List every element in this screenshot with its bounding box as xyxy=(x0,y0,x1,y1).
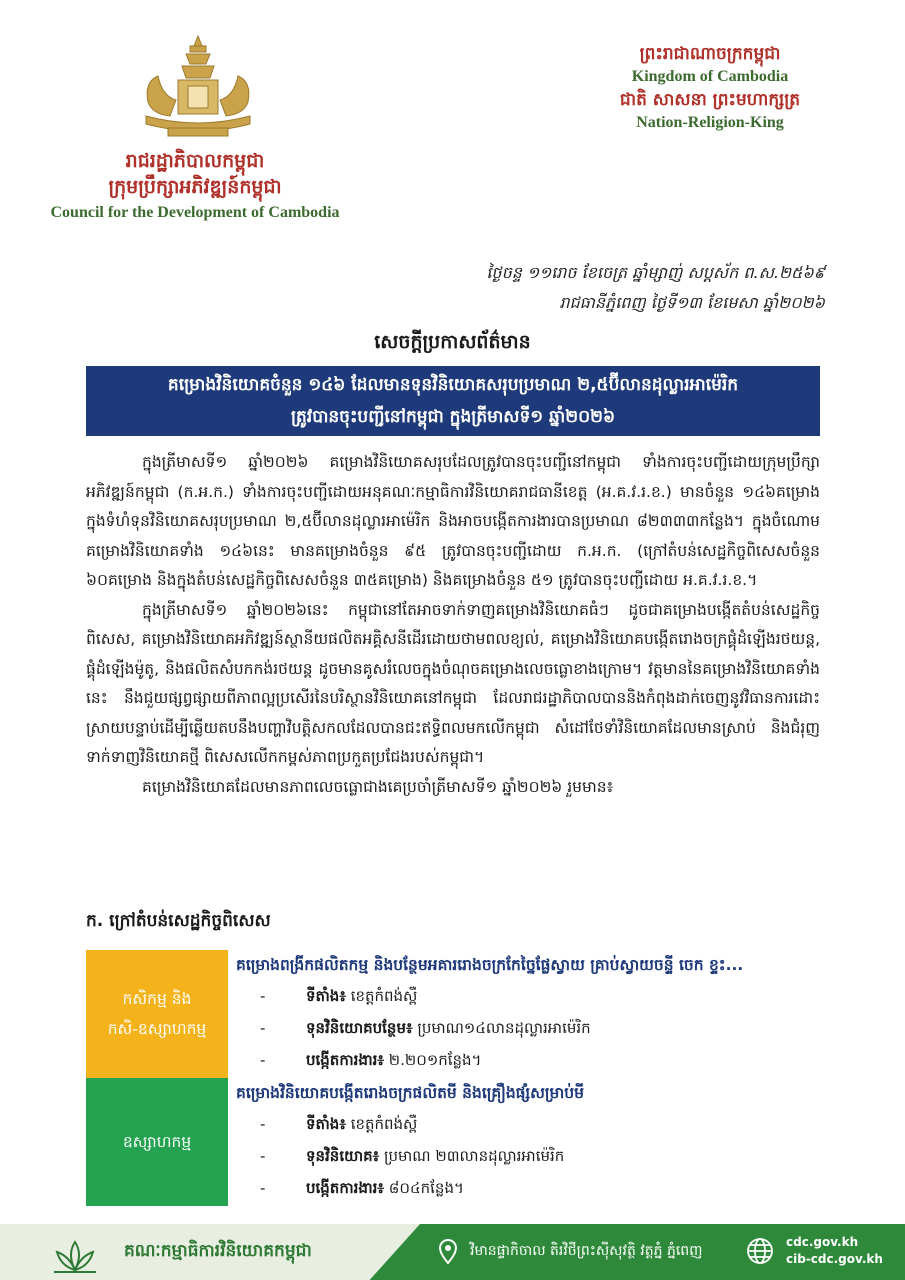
project-2 xyxy=(236,1078,826,1204)
council-header xyxy=(30,148,360,222)
solar-date: រាជធានីភ្នំពេញ ថ្ងៃទី១៣ ខែមេសា ឆ្នាំ២០២៦ xyxy=(559,293,825,312)
website-link[interactable]: cib-cdc.gov.kh xyxy=(786,1252,883,1266)
motto-en: Nation-Religion-King xyxy=(636,114,784,131)
council-name-en: Council for the Development of Cambodia xyxy=(50,204,340,221)
press-release-body xyxy=(86,448,820,802)
project-details xyxy=(236,1108,826,1204)
body-paragraph-1: ក្នុងត្រីមាសទី១ ឆ្នាំ២០២៦ គម្រោងវិនិយោគសរុបដែលត្រូវបានចុះបញ្ជីនៅកម្ពុជា ទាំងការចុះបញ្ជីដោយក្រុមប្រឹក្សាអភិវឌ្ឍន៍កម្ពុជា (ក.អ.ក.) ទាំងការចុះបញ្ជីដោយអនុគណៈកម្មាធិការវិនិយោគរាជធានីខេត្ត (អ.គ.វ.រ.ខ.) មានចំនួន ១៤៦គម្រោង ក្នុងទំហំទុនវិនិយោគសរុបប្រមាណ ២,៥ប៊ីលានដុល្លារអាម៉េរិក និងអាចបង្កើតការងារបានប្រមាណ ៨២៣៣៣កន្លែង។ ក្នុងចំណោមគម្រោងវិនិយោគទាំង ១៤៦នេះ មានគម្រោងចំនួន ៩៥ ត្រូវបានចុះបញ្ជីដោយ ក.អ.ក. (ក្រៅតំបន់សេដ្ឋកិច្ចពិសេសចំនួន ៦០គម្រោង និងក្នុងតំបន់សេដ្ឋកិច្ចពិសេសចំនួន ៣៥គម្រោង) និងគម្រោងចំនួន ៥១ ត្រូវបានចុះបញ្ជីដោយ អ.គ.វ.រ.ខ.។ xyxy=(86,453,820,589)
project-detail-investment: - ទុនវិនិយោគ៖ ប្រមាណ ២៣លានដុល្លារអាម៉េរិក xyxy=(260,1147,565,1165)
document-dates xyxy=(486,258,825,318)
project-details xyxy=(236,980,826,1076)
project-detail-jobs: - បង្កើតការងារ៖ ៨០៤កន្លែង។ xyxy=(260,1179,464,1197)
headline-line-2: ត្រូវបានចុះបញ្ជីនៅកម្ពុជា ក្នុងត្រីមាសទី១ ឆ្នាំ២០២៦ xyxy=(290,407,616,427)
website-link[interactable]: cdc.gov.kh xyxy=(786,1235,859,1249)
press-release-title: សេចក្តីប្រកាសព័ត៌មាន xyxy=(374,331,531,353)
project-detail-investment: - ទុនវិនិយោគបន្ថែម៖ ប្រមាណ១៤លានដុល្លារអាម៉េរិក xyxy=(260,1019,591,1037)
kingdom-name-en: Kingdom of Cambodia xyxy=(631,68,789,85)
body-paragraph-3: គម្រោងវិនិយោគដែលមានភាពលេចធ្លោជាងគេប្រចាំត្រីមាសទី១ ឆ្នាំ២០២៦ រួមមាន៖ xyxy=(142,777,614,796)
project-detail-location: - ទីតាំង៖ ខេត្តកំពង់ស្ពឺ xyxy=(260,987,418,1005)
project-title: គម្រោងវិនិយោគបង្កើតរោងចក្រផលិតមី និងគ្រឿងផ្សំសម្រាប់មី xyxy=(236,1084,584,1102)
kingdom-header xyxy=(590,42,830,134)
royal-emblem-logo xyxy=(128,32,268,144)
footer-websites xyxy=(786,1234,883,1268)
footer-bar xyxy=(0,1224,905,1280)
project-title: គម្រោងពង្រីកផលិតកម្ម និងបន្ថែមអគាររោងចក្រកែច្នៃផ្លែស្វាយ គ្រាប់ស្វាយចន្ទី ចេក ខ្ទះ... xyxy=(236,956,744,974)
body-paragraph-2: ក្នុងត្រីមាសទី១ ឆ្នាំ២០២៦នេះ កម្ពុជានៅតែអាចទាក់ទាញគម្រោងវិនិយោគធំៗ ដូចជាគម្រោងបង្កើតតំបន់សេដ្ឋកិច្ចពិសេស, គម្រោងវិនិយោគអភិវឌ្ឍន៍ស្ថានីយផលិតអគ្គិសនីដើរដោយថាមពលខ្យល់, គម្រោងវិនិយោគបង្កើតរោងចក្រផ្គុំដំឡើងរថយន្ត, ផ្គុំដំឡើងម៉ូតូ, និងផលិតសំបកកង់រថយន្ត ដូចមានគូសរំលេចក្នុងចំណុចគម្រោងលេចធ្លោខាងក្រោម។ វត្តមាននៃគម្រោងវិនិយោគទាំងនេះ នឹងជួយផ្សព្វផ្សាយពីភាពល្អប្រសើរនៃបរិស្ថានវិនិយោគនៅកម្ពុជា ដែលរាជរដ្ឋាភិបាលបាននិងកំពុងដាក់ចេញនូវវិធានការដោះស្រាយបន្ទាប់ដើម្បីឆ្លើយតបនឹងបញ្ហាវិបត្តិសកលដែលបានជះឥទ្ធិពលមកលើកម្ពុជា សំដៅថែទាំវិនិយោគដែលមានស្រាប់ និងជំរុញទាក់ទាញវិនិយោគថ្មី ពិសេសលើកកម្ពស់ភាពប្រកួតប្រជែងរបស់កម្ពុជា។ xyxy=(86,600,820,766)
motto-kh: ជាតិ សាសនា ព្រះមហាក្សត្រ xyxy=(619,90,801,110)
sector-agriculture xyxy=(86,950,228,1078)
headline-banner xyxy=(86,366,820,436)
kingdom-name-kh: ព្រះរាជាណាចក្រកម្ពុជា xyxy=(639,44,781,64)
footer-org-name: គណៈកម្មាធិការវិនិយោគកម្ពុជា xyxy=(124,1241,312,1261)
sector-label-line-1: កសិកម្ម និង xyxy=(122,990,192,1008)
section-heading: ក. ក្រៅតំបន់សេដ្ឋកិច្ចពិសេស xyxy=(86,911,271,931)
council-name-kh: ក្រុមប្រឹក្សាអភិវឌ្ឍន៍កម្ពុជា xyxy=(108,176,282,198)
project-1 xyxy=(236,950,826,1076)
globe-icon xyxy=(746,1237,774,1265)
project-detail-jobs: - បង្កើតការងារ៖ ២.២០១កន្លែង។ xyxy=(260,1051,482,1069)
government-name-kh: រាជរដ្ឋាភិបាលកម្ពុជា xyxy=(125,150,265,172)
sector-industry xyxy=(86,1078,228,1206)
project-detail-location: - ទីតាំង៖ ខេត្តកំពង់ស្ពឺ xyxy=(260,1115,418,1133)
location-pin-icon xyxy=(438,1239,458,1265)
lunar-date: ថ្ងៃចន្ទ ១១រោច ខែចេត្រ ឆ្នាំម្សាញ់ សប្តស័ក ព.ស.២៥៦៩ xyxy=(486,263,825,282)
headline-line-1: គម្រោងវិនិយោគចំនួន ១៤៦ ដែលមានទុនវិនិយោគសរុបប្រមាណ ២,៥ប៊ីលានដុល្លារអាម៉េរិក xyxy=(167,375,739,395)
lotus-logo-icon xyxy=(48,1238,102,1276)
sector-label-line-2: កសិ-ឧស្សាហកម្ម xyxy=(107,1020,207,1038)
footer-address: វិមានផ្ទាកិចាល តិរវិថីព្រះស៊ីសុវត្ថិ វត្តភ្នំ ភ្នំពេញ xyxy=(470,1243,703,1259)
sector-label: ឧស្សាហកម្ម xyxy=(122,1133,192,1151)
